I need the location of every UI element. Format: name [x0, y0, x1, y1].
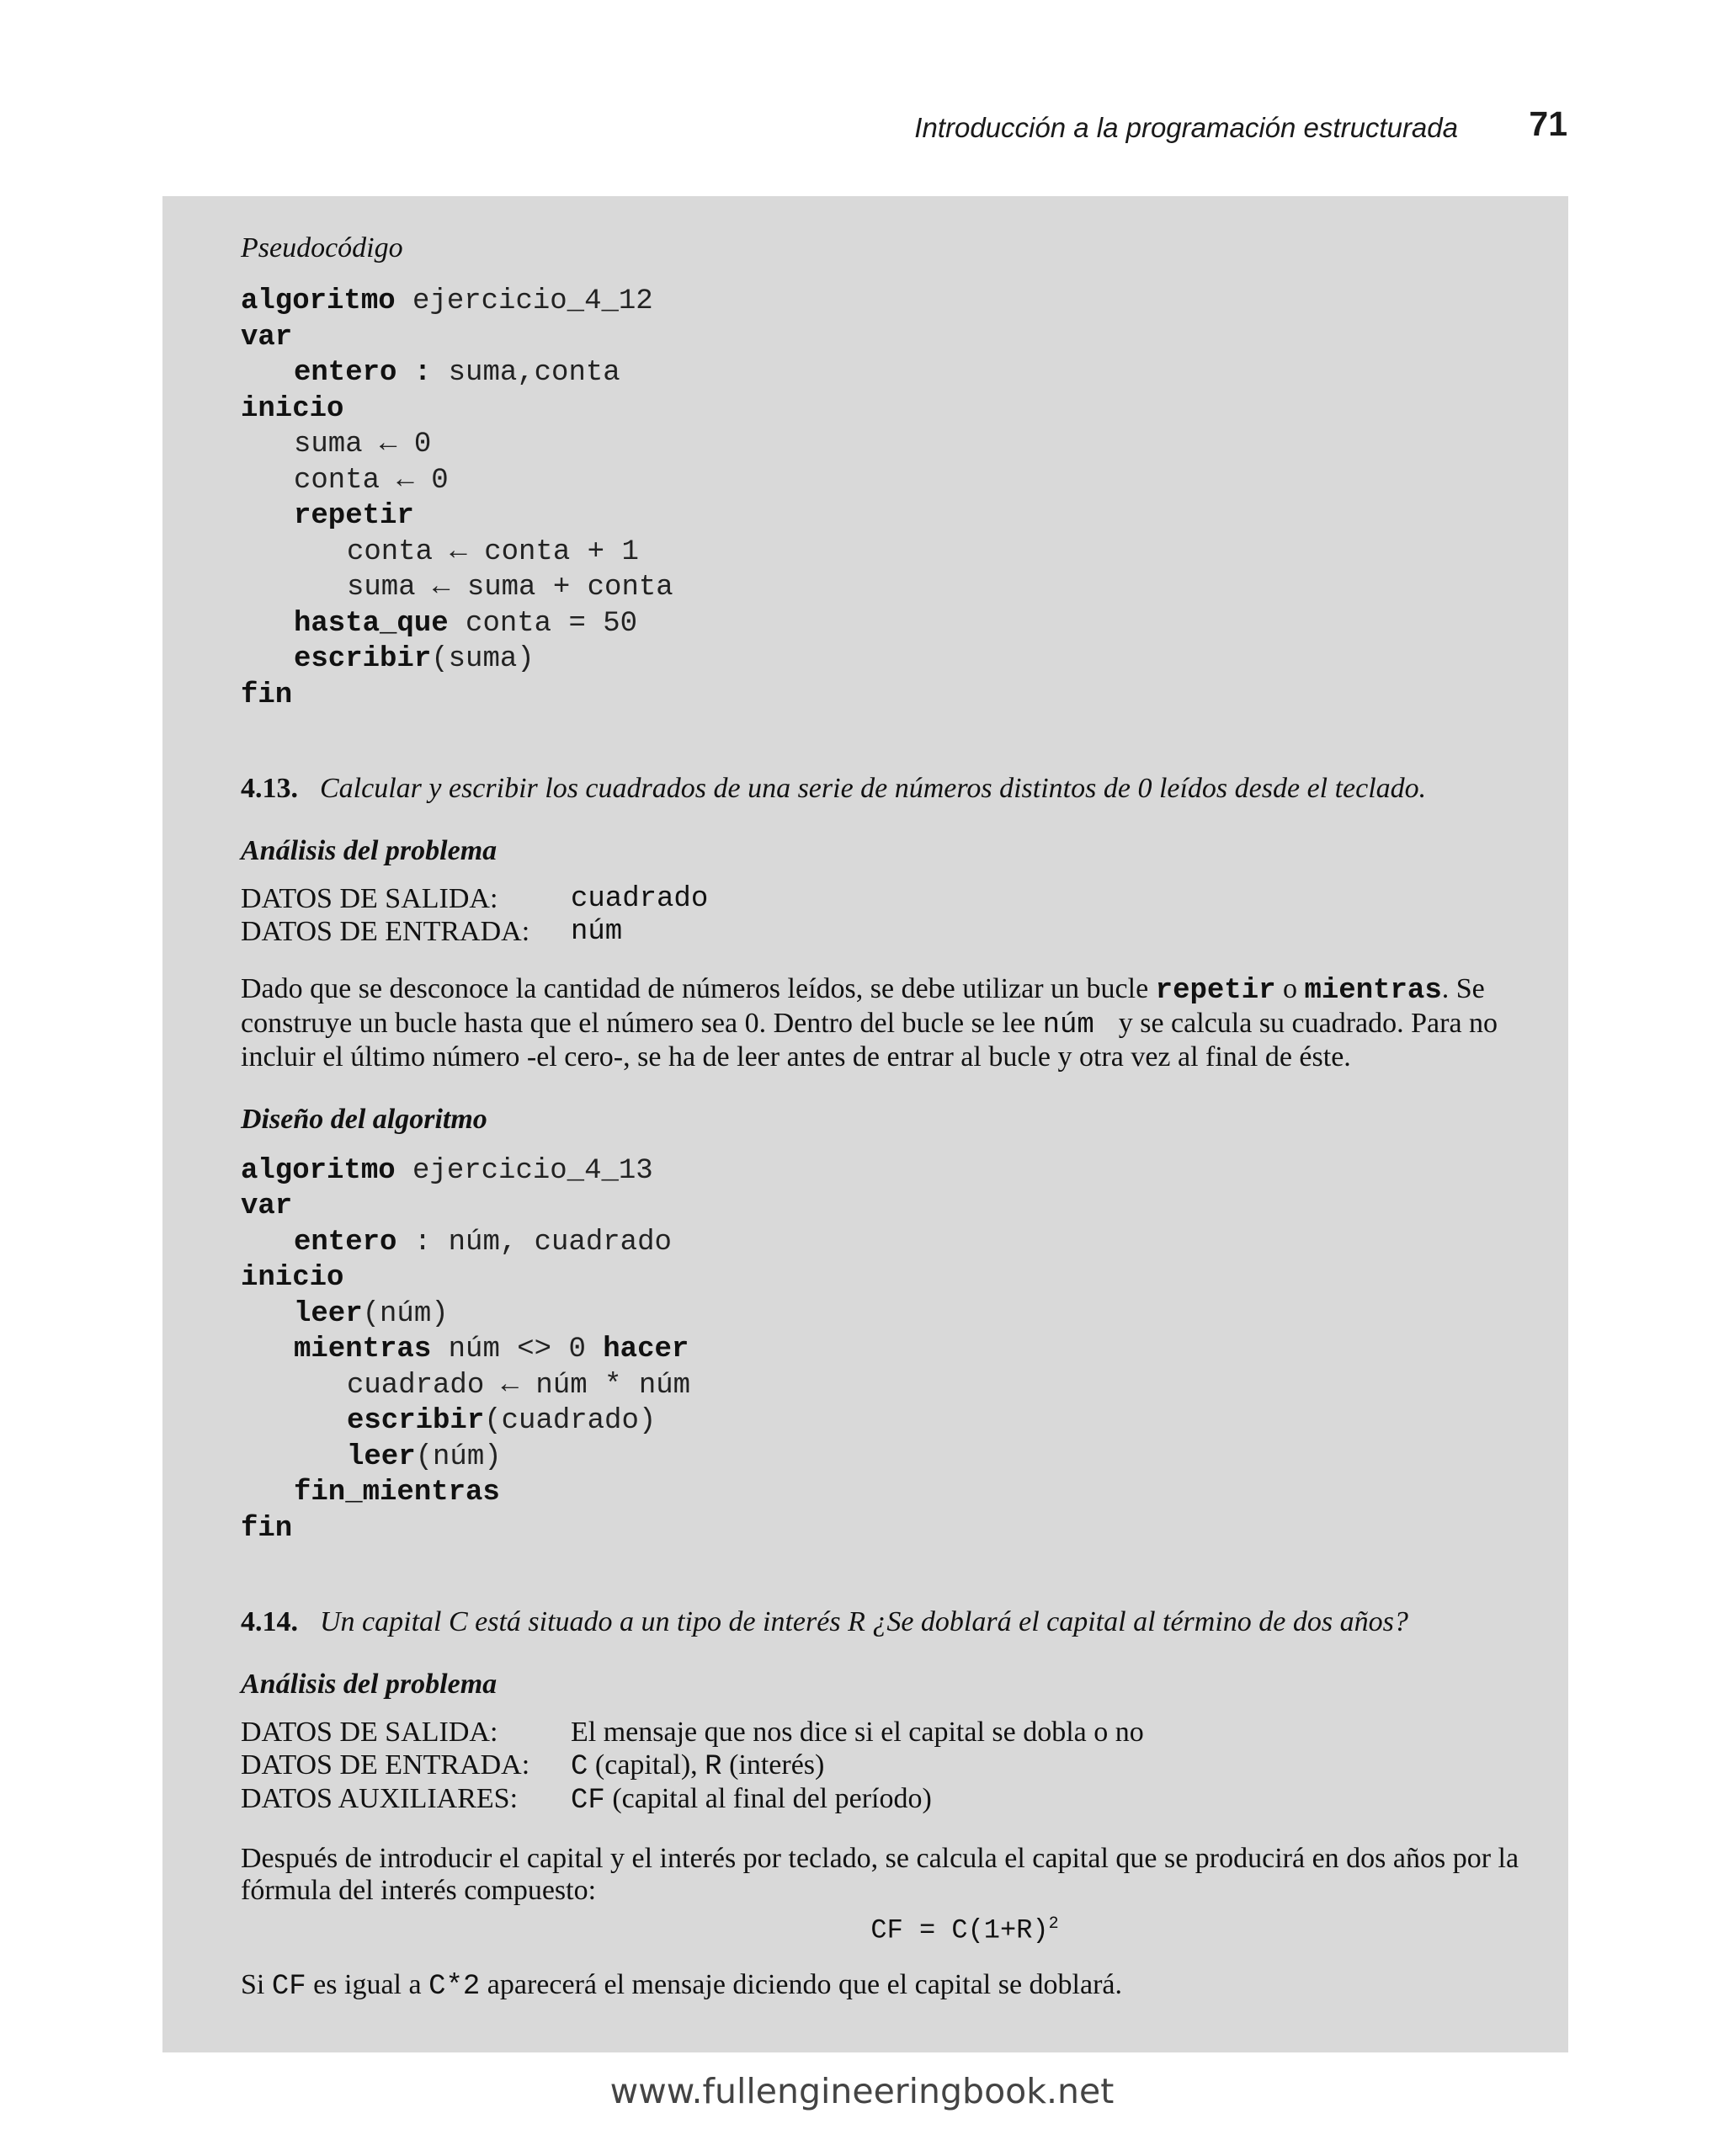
code-line: inicio — [241, 392, 344, 425]
code-line: algoritmo ejercicio_4_13 — [241, 1154, 653, 1187]
pseudocode-label: Pseudocódigo — [241, 232, 403, 264]
code-line: leer(núm) — [294, 1297, 449, 1330]
code-line: suma ← suma + conta — [347, 572, 673, 604]
design-heading: Diseño del algoritmo — [241, 1103, 487, 1135]
code-line: suma ← 0 — [294, 429, 432, 460]
code-line: escribir(cuadrado) — [347, 1405, 657, 1437]
exercise-4-14-statement — [241, 1605, 1537, 1639]
code-line: mientras núm <> 0 hacer — [294, 1334, 689, 1365]
code-line: fin — [241, 679, 293, 711]
code-line: inicio — [241, 1262, 344, 1294]
code-block-4-12 — [241, 284, 1537, 713]
analysis-heading: Análisis del problema — [241, 835, 498, 866]
code-line: escribir(suma) — [294, 643, 535, 675]
data-row: DATOS DE SALIDA: cuadrado — [241, 883, 709, 915]
footer-watermark-url: www.fullengineeringbook.net — [609, 2071, 1115, 2111]
page-number: 71 — [1529, 104, 1567, 143]
code-line: algoritmo ejercicio_4_12 — [241, 285, 653, 317]
code-line: hasta_que conta = 50 — [294, 607, 638, 640]
code-line: conta ← conta + 1 — [347, 535, 639, 568]
running-header-title: Introducción a la programación estructurada — [914, 112, 1458, 143]
code-line: cuadrado ← núm * núm — [347, 1369, 691, 1402]
exercise-number: 4.14. — [241, 1606, 298, 1637]
content-panel — [162, 196, 1568, 2052]
exercise-text: Un capital C está situado a un tipo de interés R ¿Se doblará el capital al término de dos años? — [320, 1606, 1408, 1637]
data-table-4-14 — [241, 1717, 1537, 1818]
exercise-number: 4.13. — [241, 773, 298, 804]
data-row: DATOS DE SALIDA: El mensaje que nos dice si el capital se dobla o no — [241, 1717, 1144, 1748]
code-line: fin_mientras — [294, 1477, 500, 1509]
data-row: DATOS DE ENTRADA: C (capital), R (interés) — [241, 1749, 825, 1783]
code-line: entero : suma,conta — [294, 357, 620, 389]
code-line: conta ← 0 — [294, 464, 449, 497]
conclusion-paragraph: Si CF es igual a C*2 aparecerá el mensaje diciendo que el capital se doblará. — [241, 1969, 1123, 2004]
data-row: DATOS DE ENTRADA: núm — [241, 915, 623, 948]
code-line: fin — [241, 1512, 293, 1545]
code-line: var — [241, 321, 293, 354]
data-table-4-13 — [241, 883, 1537, 948]
analysis-heading: Análisis del problema — [241, 1669, 498, 1700]
formula-intro-paragraph: Después de introducir el capital y el interés por teclado, se calcula el capital que se producirá en dos años por la fórmula del interés compuesto: — [241, 1842, 1519, 1906]
code-line: repetir — [294, 500, 414, 532]
data-row: DATOS AUXILIARES: CF (capital al final del período) — [241, 1783, 932, 1817]
exercise-text: Calcular y escribir los cuadrados de una serie de números distintos de 0 leídos desde el teclado. — [320, 773, 1427, 804]
code-line: var — [241, 1190, 293, 1222]
code-line: leer(núm) — [347, 1440, 502, 1473]
code-line: entero : núm, cuadrado — [294, 1226, 672, 1259]
compound-interest-formula: CF = $C(1+R)^2$ — [870, 1914, 1059, 1946]
code-block-4-13 — [241, 1153, 1537, 1547]
exercise-4-13-statement — [241, 772, 1537, 806]
analysis-paragraph: Dado que se desconoce la cantidad de números leídos, se debe utilizar un bucle repetir o mientras. Se construye un bucle hasta que el número sea 0. Dentro del bucle se lee núm y se calcula su cuadrado. Para no incluir el último número -el cero-, se ha de leer antes de entrar al bucle y otra vez al final de éste. — [241, 973, 1498, 1073]
content-body — [241, 232, 1537, 2004]
